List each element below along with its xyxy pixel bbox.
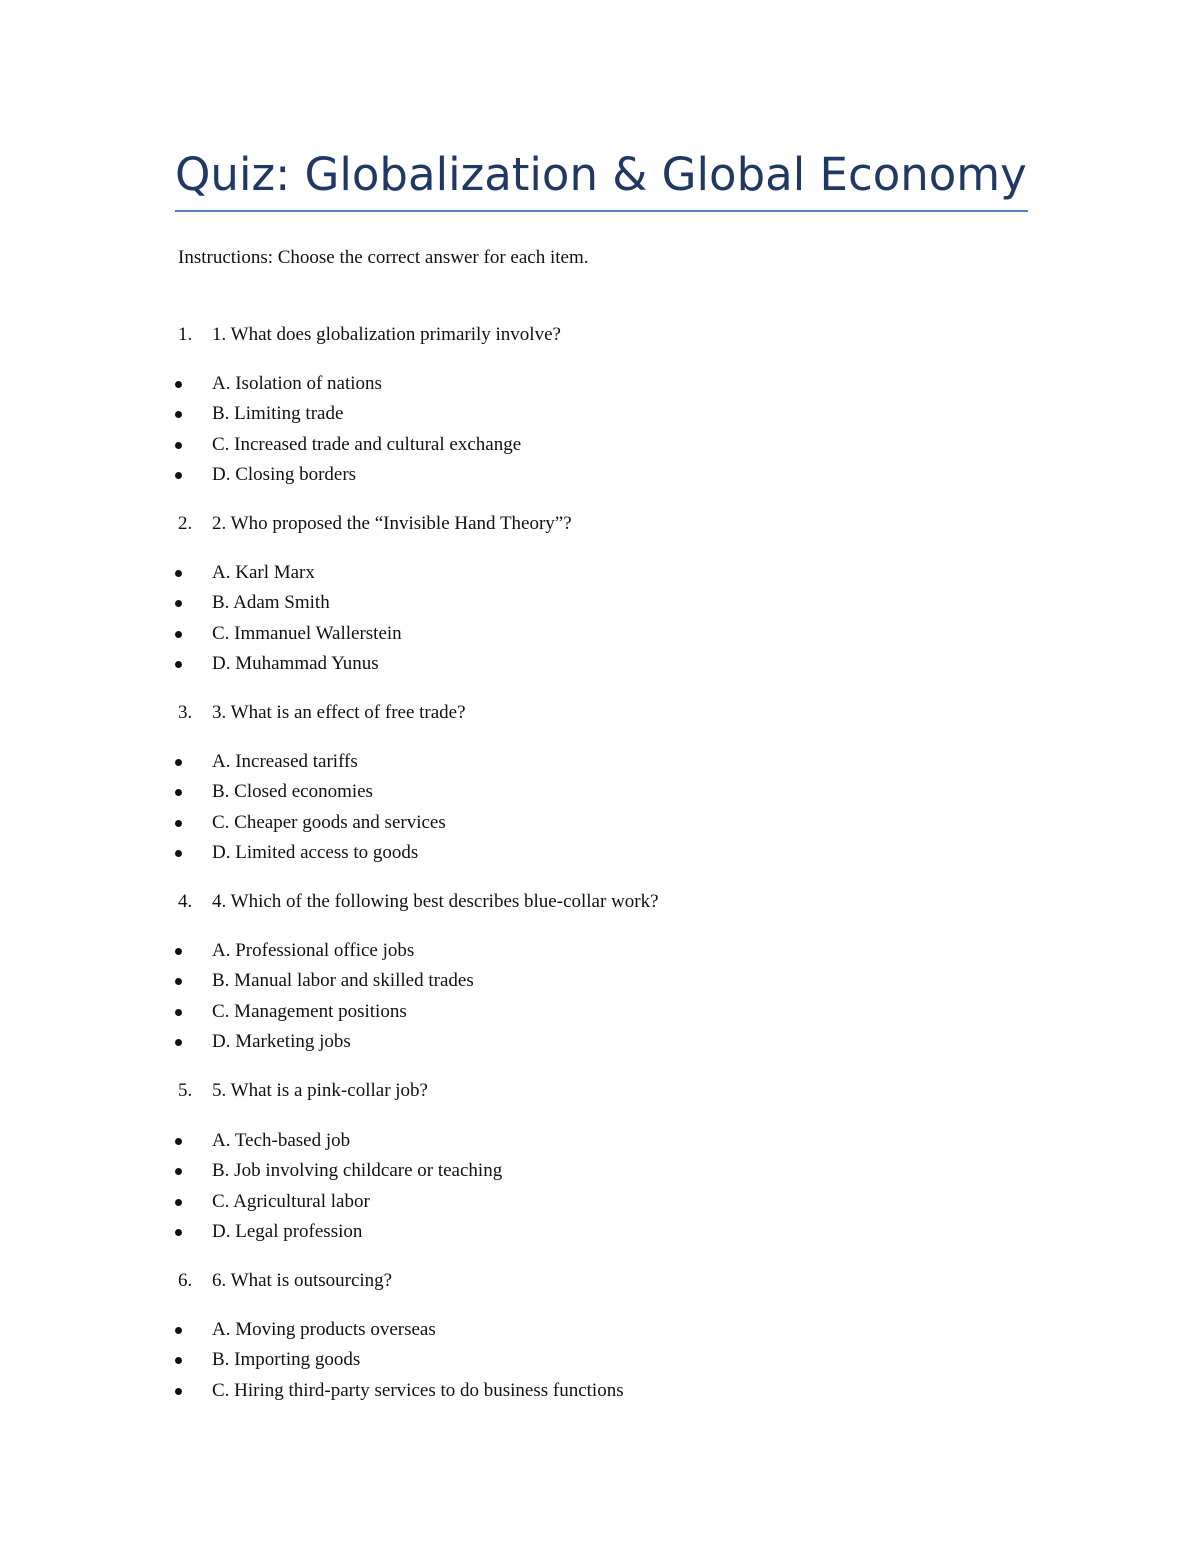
question-number: 3. bbox=[178, 702, 193, 723]
question-text: 1. What does globalization primarily involve? bbox=[212, 324, 561, 345]
bullet-icon bbox=[175, 381, 182, 388]
option-text: D. Marketing jobs bbox=[212, 1031, 351, 1053]
question-number: 6. bbox=[178, 1270, 193, 1291]
question-number: 5. bbox=[178, 1080, 193, 1101]
question-5 bbox=[178, 1078, 428, 1104]
bullet-icon bbox=[175, 820, 182, 827]
option-text: D. Closing borders bbox=[212, 464, 357, 486]
bullet-icon bbox=[175, 1039, 182, 1046]
bullet-icon bbox=[175, 978, 182, 985]
option-text: B. Closed economies bbox=[212, 781, 373, 803]
option-text: A. Isolation of nations bbox=[212, 373, 382, 394]
option-text: A. Tech-based job bbox=[212, 1130, 351, 1151]
question-3 bbox=[178, 700, 466, 726]
option-text: D. Limited access to goods bbox=[212, 842, 419, 864]
question-text: 6. What is outsourcing? bbox=[212, 1270, 393, 1291]
page-title: Quiz: Globalization & Global Economy bbox=[175, 148, 1027, 201]
option-text: B. Adam Smith bbox=[212, 592, 330, 614]
bullet-icon bbox=[175, 1229, 182, 1236]
bullet-icon bbox=[175, 1357, 182, 1364]
option-text: D. Muhammad Yunus bbox=[212, 653, 379, 675]
bullet-icon bbox=[175, 1327, 182, 1334]
question-4 bbox=[178, 889, 659, 915]
option-text: B. Job involving childcare or teaching bbox=[212, 1160, 503, 1182]
bullet-icon bbox=[175, 1199, 182, 1206]
option-text: D. Legal profession bbox=[212, 1221, 363, 1243]
option-text: C. Hiring third-party services to do business functions bbox=[212, 1379, 624, 1401]
option-text: B. Importing goods bbox=[212, 1349, 361, 1371]
bullet-icon bbox=[175, 948, 182, 955]
question-6 bbox=[178, 1268, 392, 1294]
bullet-icon bbox=[175, 1009, 182, 1016]
bullet-icon bbox=[175, 442, 182, 449]
option-text: A. Professional office jobs bbox=[212, 940, 415, 961]
bullet-icon bbox=[175, 600, 182, 607]
bullet-icon bbox=[175, 1168, 182, 1175]
bullet-icon bbox=[175, 661, 182, 668]
option-text: C. Cheaper goods and services bbox=[212, 811, 446, 833]
option-text: C. Immanuel Wallerstein bbox=[212, 622, 402, 644]
option-text: A. Karl Marx bbox=[212, 562, 315, 583]
question-number: 2. bbox=[178, 513, 193, 534]
question-text: 5. What is a pink-collar job? bbox=[212, 1080, 428, 1101]
bullet-icon bbox=[175, 631, 182, 638]
option-text: C. Agricultural labor bbox=[212, 1190, 370, 1212]
bullet-icon bbox=[175, 1138, 182, 1145]
bullet-icon bbox=[175, 1388, 182, 1395]
bullet-icon bbox=[175, 759, 182, 766]
option-text: C. Increased trade and cultural exchange bbox=[212, 433, 522, 455]
question-1 bbox=[178, 322, 561, 348]
option-text: A. Moving products overseas bbox=[212, 1319, 436, 1340]
question-number: 4. bbox=[178, 891, 193, 912]
option-text: A. Increased tariffs bbox=[212, 751, 358, 772]
question-number: 1. bbox=[178, 324, 193, 345]
bullet-icon bbox=[175, 472, 182, 479]
question-2 bbox=[178, 511, 572, 537]
bullet-icon bbox=[175, 850, 182, 857]
bullet-icon bbox=[175, 570, 182, 577]
bullet-icon bbox=[175, 411, 182, 418]
option-text: B. Manual labor and skilled trades bbox=[212, 970, 474, 992]
question-text: 2. Who proposed the “Invisible Hand Theory”? bbox=[212, 513, 572, 534]
title-underline bbox=[175, 210, 1028, 212]
question-text: 3. What is an effect of free trade? bbox=[212, 702, 466, 723]
option-text: C. Management positions bbox=[212, 1000, 407, 1022]
instructions: Instructions: Choose the correct answer for each item. bbox=[178, 247, 589, 268]
question-text: 4. Which of the following best describes blue-collar work? bbox=[212, 891, 659, 912]
option-text: B. Limiting trade bbox=[212, 403, 344, 425]
bullet-icon bbox=[175, 789, 182, 796]
